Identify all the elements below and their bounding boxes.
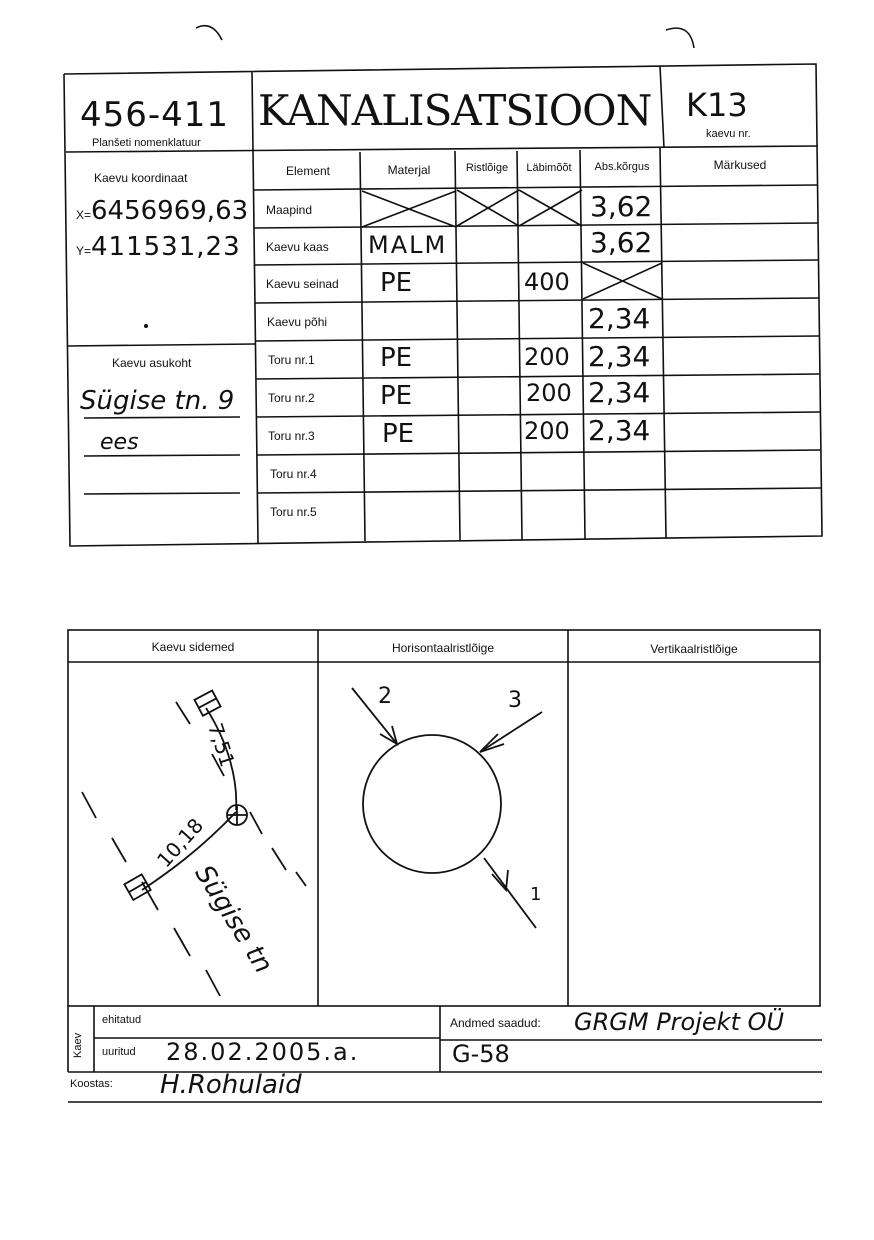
row-abs-height: 2,34 [588,376,651,409]
row-abs-height: 2,34 [588,302,651,335]
row-element: Toru nr.4 [270,467,317,481]
header-cross-section: Ristlõige [465,162,509,174]
surveyed-value: 28.02.2005.a. [166,1038,360,1066]
row-material: MALM [368,231,448,259]
nomenclature-value: 456-411 [80,95,230,135]
punch-mark-left [196,26,222,40]
manhole-circle [363,735,501,873]
coordinates-label: Kaevu koordinaat [94,171,188,185]
row-diameter: 200 [524,343,570,371]
sketch-header-links: Kaevu sidemed [151,640,235,654]
row-abs-height: 3,62 [590,226,653,259]
row-abs-height: 3,62 [590,190,653,223]
y-coordinate [76,232,241,262]
row-material: PE [380,381,413,411]
horizontal-section [352,688,542,928]
pipe-label-3: 3 [508,688,522,713]
sketch-header-vertical: Vertikaalristlõige [650,642,738,656]
header-abs-height: Abs.kõrgus [594,161,650,173]
pipe-1-line [484,858,536,928]
row-element: Toru nr.1 [268,353,315,367]
sketch-header-horizontal: Horisontaalristlõige [391,641,495,655]
row-material: PE [380,343,413,373]
y-value: 411531,23 [91,232,241,262]
header-material: Materjal [387,163,431,177]
header-diameter: Läbimõõt [526,162,572,174]
pipe-label-2: 2 [378,684,392,709]
row-material: PE [380,268,413,298]
street-label: Sügise tn [188,860,279,979]
row-diameter: 400 [524,268,570,296]
dimension-label-north: 7,51 [203,720,240,770]
surveyed-label: uuritud [102,1046,136,1058]
punch-mark-right [666,28,694,48]
compiled-value: H.Rohulaid [160,1070,302,1100]
row-abs-height: 2,34 [588,340,651,373]
row-material: PE [382,419,415,449]
location-label: Kaevu asukoht [112,356,192,370]
well-number-label: kaevu nr. [706,128,751,140]
built-label: ehitatud [102,1014,142,1026]
x-coordinate [76,196,248,226]
x-prefix: X= [76,208,92,222]
side-label: Kaev [72,1032,84,1058]
x-value: 6456969,63 [91,196,249,226]
data-source-label: Andmed saadud: [450,1016,541,1030]
doc-code-value: G-58 [452,1040,510,1068]
row-diameter: 200 [526,379,572,407]
nomenclature-label: Planšeti nomenklatuur [92,137,201,149]
row-element: Toru nr.3 [268,429,315,443]
row-element: Toru nr.5 [270,505,317,519]
y-prefix: Y= [76,244,92,258]
row-abs-height: 2,34 [588,414,651,447]
row-element: Kaevu kaas [266,240,329,254]
row-element: Toru nr.2 [268,391,315,405]
data-source-value: GRGM Projekt OÜ [574,1008,785,1036]
page-title: KANALISATSIOON [258,86,652,135]
pipe-label-1: 1 [530,884,542,905]
location-line-2: ees [100,430,139,455]
row-diameter: 200 [524,417,570,445]
sketch-border [68,630,820,1006]
pipe-3-line [480,712,542,752]
location-line-1: Sügise tn. 9 [80,386,235,416]
well-number-value: K13 [686,86,748,124]
row-element: Maapind [266,203,313,217]
header-notes: Märkused [713,158,767,172]
dimension-label-south: 10,18 [152,813,209,873]
row-element: Kaevu põhi [267,315,328,329]
header-element: Element [285,164,331,178]
row-element: Kaevu seinad [266,277,339,291]
compiled-label: Koostas: [70,1078,113,1090]
